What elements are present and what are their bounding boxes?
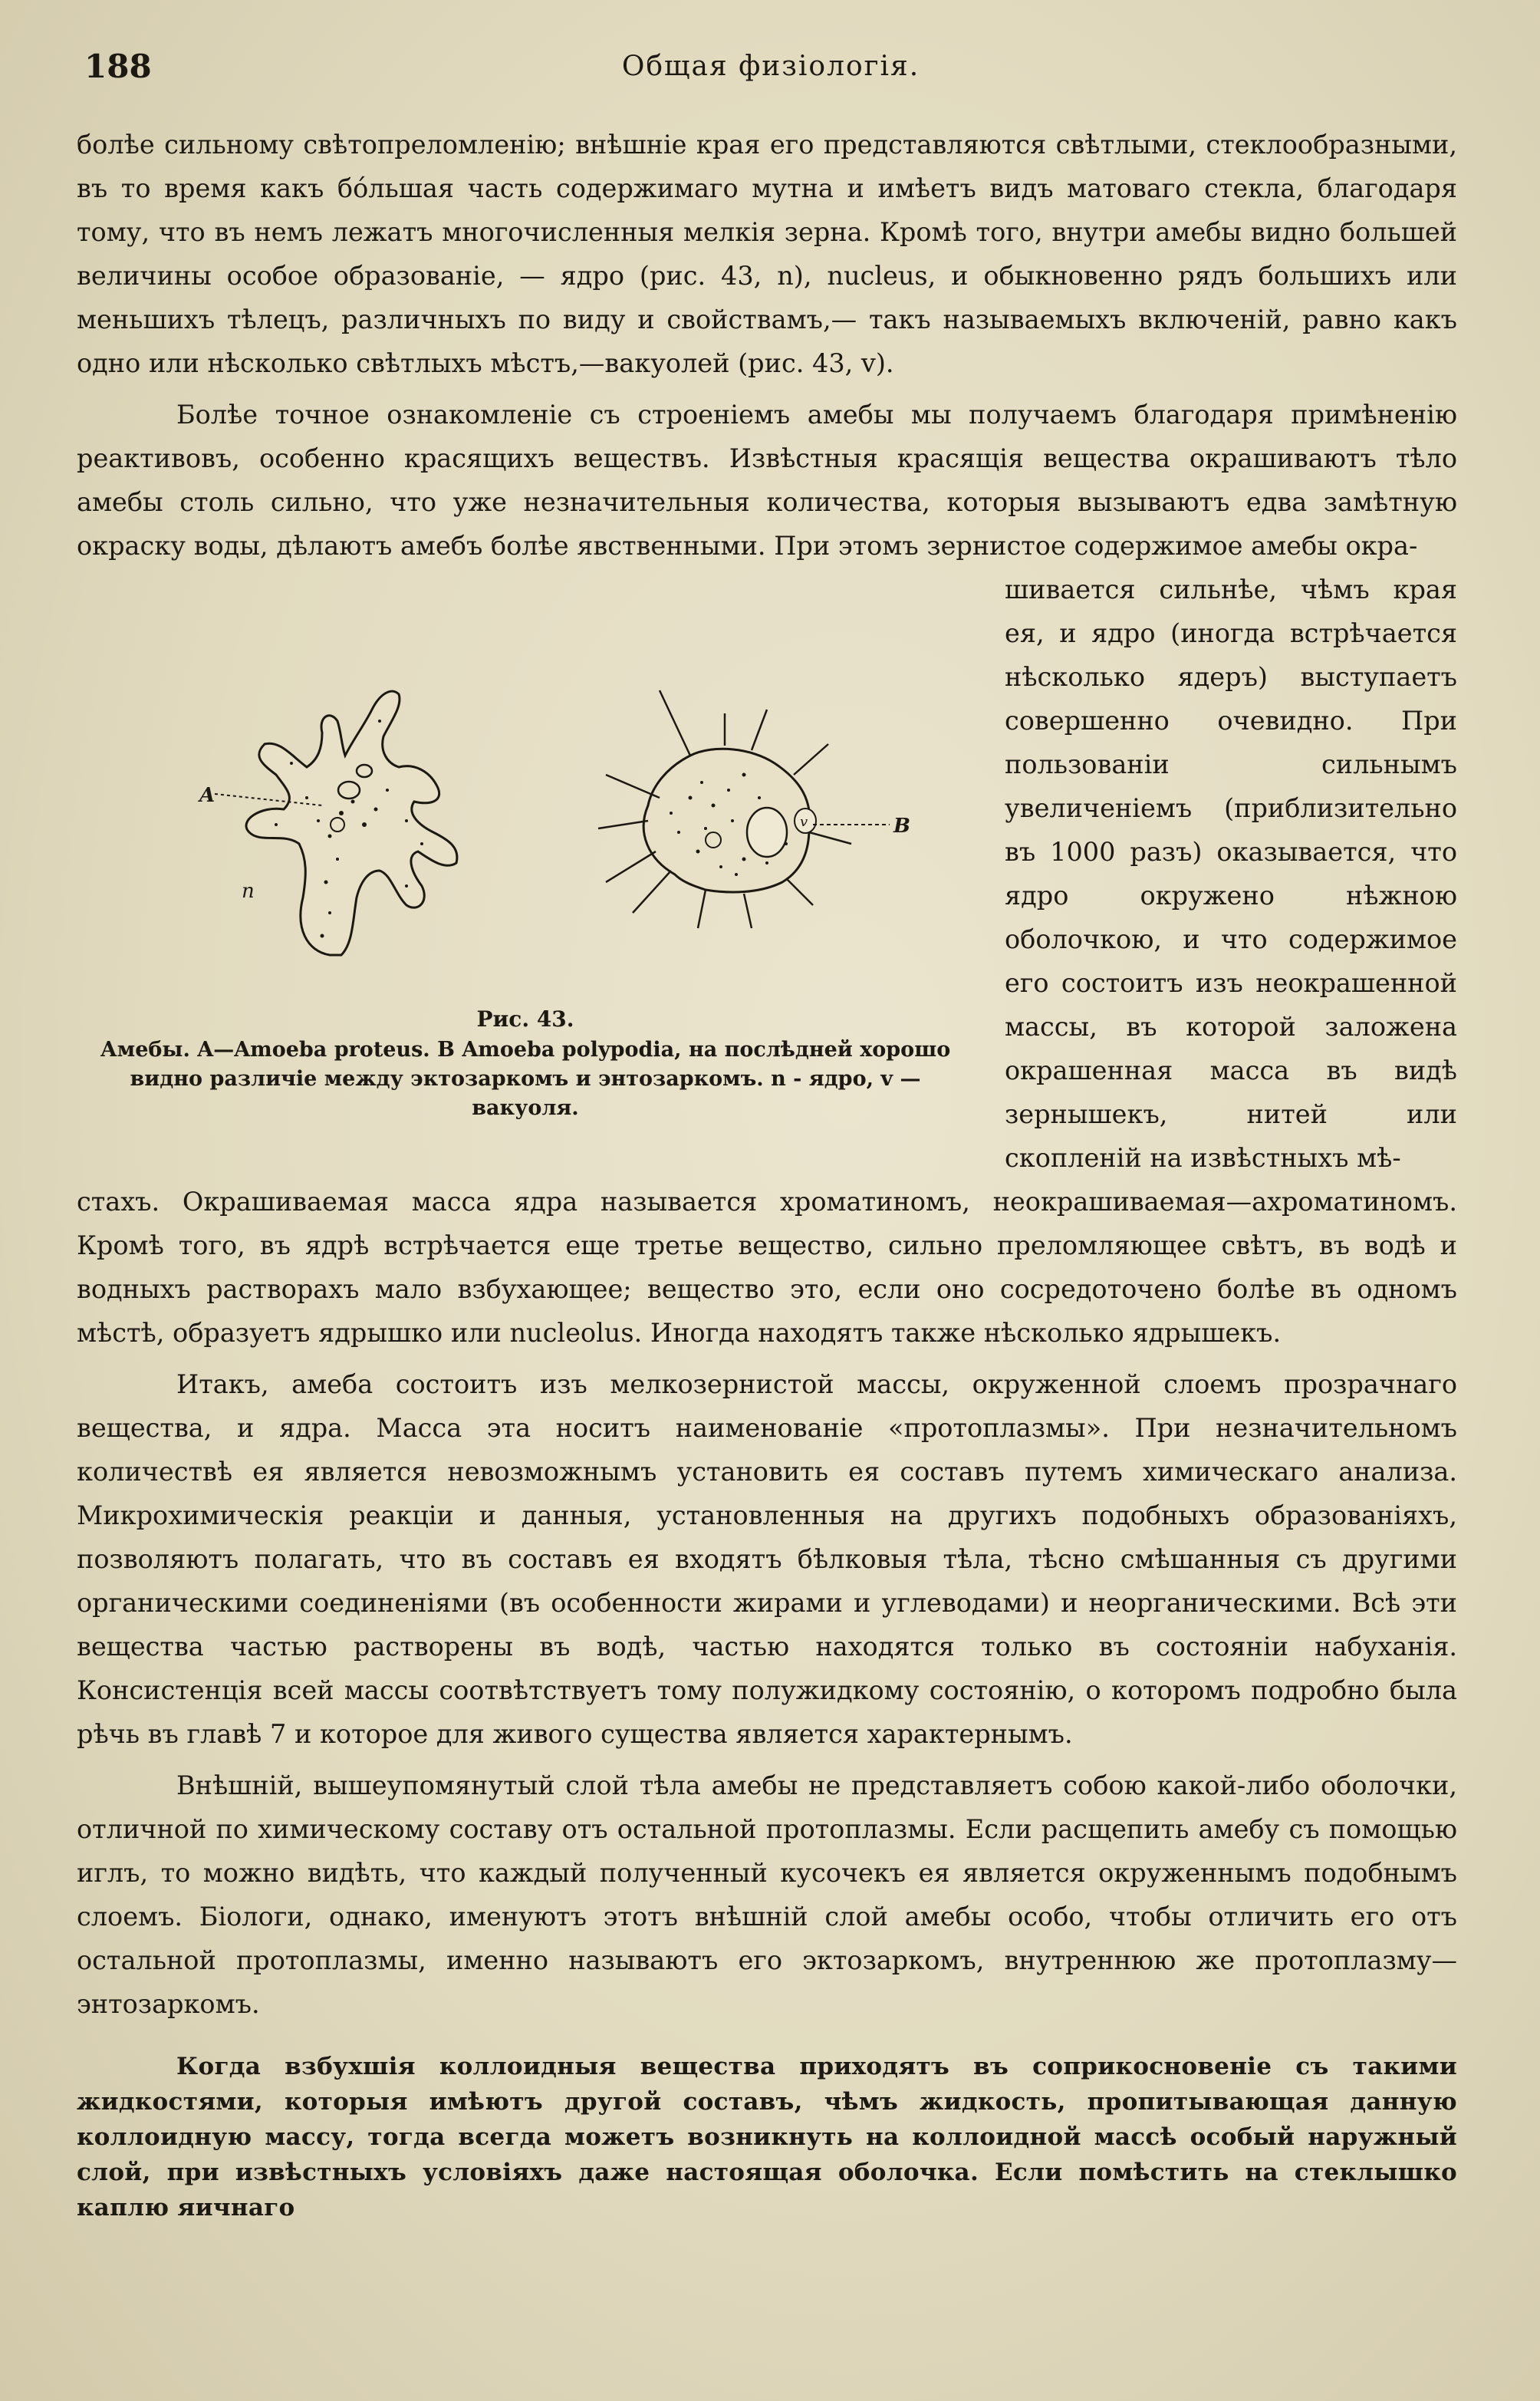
paragraph-small-print: Когда взбухшія коллоидныя вещества приходятъ въ соприкосновеніе съ такими жидкостями, которыя имѣютъ другой составъ, чѣмъ жидкость, пропитывающая данную коллоидную массу, тогда всегда можетъ возникнуть на коллоидной массѣ особый наружный слой, при извѣстныхъ условіяхъ даже настоящая оболочка. Если помѣстить на стеклышко каплю яичнаго <box>77 2053 1457 2222</box>
paragraph-2-end: стахъ. Окрашиваемая масса ядра называется хроматиномъ, неокрашиваемая—ахроматиномъ. Кромѣ того, въ ядрѣ встрѣчается еще третье вещество, сильно преломляющее свѣтъ, въ водѣ и водныхъ растворахъ мало взбухающее; вещество это, если оно сосредоточено болѣе въ одномъ мѣстѣ, образуетъ ядрышко или nucleolus. Иногда находятъ также нѣсколько ядрышекъ. <box>77 1187 1457 1348</box>
label-A: A <box>199 784 216 807</box>
label-v: v <box>800 814 808 830</box>
paragraph-4: Внѣшній, вышеупомянутый слой тѣла амебы не представляетъ собою какой-либо оболочки, отличной по химическому составу отъ остальной протоплазмы. Если расщепить амебу съ помощью иглъ, то можно видѣть, что каждый полученный кусочекъ ея является окруженнымъ подобнымъ слоемъ. Біологи, однако, именуютъ этотъ внѣшній слой амебы особо, чтобы отличить его отъ остальной протоплазмы, именно называютъ его эктозаркомъ, внутреннюю же протоплазму—энтозаркомъ. <box>77 1770 1457 2019</box>
figure-block <box>77 568 1457 1180</box>
figure-caption <box>77 1005 974 1123</box>
page-header <box>77 48 1465 94</box>
label-B: B <box>893 815 910 838</box>
paragraph-3: Итакъ, амеба состоитъ изъ мелкозернистой массы, окруженной слоемъ прозрачнаго вещества, и ядра. Масса эта носитъ наименованіе «протоплазмы». При незначительномъ количествѣ ея является невозможнымъ установить ея составъ путемъ химическаго анализа. Микрохимическія реакціи и данныя, установленныя на другихъ подобныхъ образованіяхъ, позволяютъ полагать, что въ составъ ея входятъ бѣлковыя тѣла, тѣсно смѣшанныя съ другими органическими соединеніями (въ особенности жирами и углеводами) и неорганическими. Всѣ эти вещества частью растворены въ водѣ, частью находятся только въ состояніи набуханія. Консистенція всей массы соотвѣтствуетъ тому полужидкому состоянію, о которомъ подробно была рѣчь въ главѣ 7 и которое для живого существа является характернымъ. <box>77 1369 1457 1749</box>
paragraph-2-float: шивается сильнѣе, чѣмъ края ея, и ядро (иногда встрѣчается нѣсколько ядеръ) выступаетъ совершенно очевидно. При пользованіи сильнымъ увеличеніемъ (приблизительно въ 1000 разъ) оказывается, что ядро окружено нѣжною оболочкою, и что содержимое его состоитъ изъ неокрашенной массы, въ которой заложена окрашенная масса въ видѣ зернышекъ, нитей или скопленій на извѣстныхъ мѣ- <box>1005 575 1457 1173</box>
figure-caption-text: Амебы. A—Amoeba proteus. B Amoeba polypodia, на послѣдней хорошо видно различіе между эктозаркомъ и энтозаркомъ. n - ядро, v — вакуоля. <box>100 1038 951 1120</box>
figure-number: Рис. 43. <box>476 1006 574 1032</box>
amoeba-polypodia-drawing <box>598 690 851 928</box>
float-text-column <box>1005 568 1457 1180</box>
label-n: n <box>242 880 255 903</box>
figure-43 <box>77 568 974 1151</box>
paragraph-2-start: Болѣе точное ознакомленіе съ строеніемъ амебы мы получаемъ благодаря примѣненію реактивовъ, особенно красящихъ веществъ. Извѣстныя красящія вещества окрашиваютъ тѣло амебы столь сильно, что уже незначительныя количества, которыя вызываютъ едва замѣтную окраску воды, дѣлаютъ амебъ болѣе явственными. При этомъ зернистое содержимое амебы окра- <box>77 400 1457 561</box>
page-body <box>77 123 1457 2225</box>
amoeba-proteus-drawing <box>246 691 457 955</box>
running-title: Общая физіологія. <box>621 51 920 82</box>
amoeba-illustration <box>77 568 974 1005</box>
page-number: 188 <box>84 48 152 85</box>
paragraph-1: болѣе сильному свѣтопреломленію; внѣшніе края его представляются свѣтлыми, стеклообразными, въ то время какъ бо́льшая часть содержимаго мутна и имѣетъ видъ матоваго стекла, благодаря тому, что въ немъ лежатъ многочисленныя мелкія зерна. Кромѣ того, внутри амебы видно большей величины особое образованіе, — ядро (рис. 43, n), nucleus, и обыкновенно рядъ большихъ или меньшихъ тѣлецъ, различныхъ по виду и свойствамъ,— такъ называемыхъ включеній, равно какъ одно или нѣсколько свѣтлыхъ мѣстъ,—вакуолей (рис. 43, v). <box>77 130 1457 378</box>
